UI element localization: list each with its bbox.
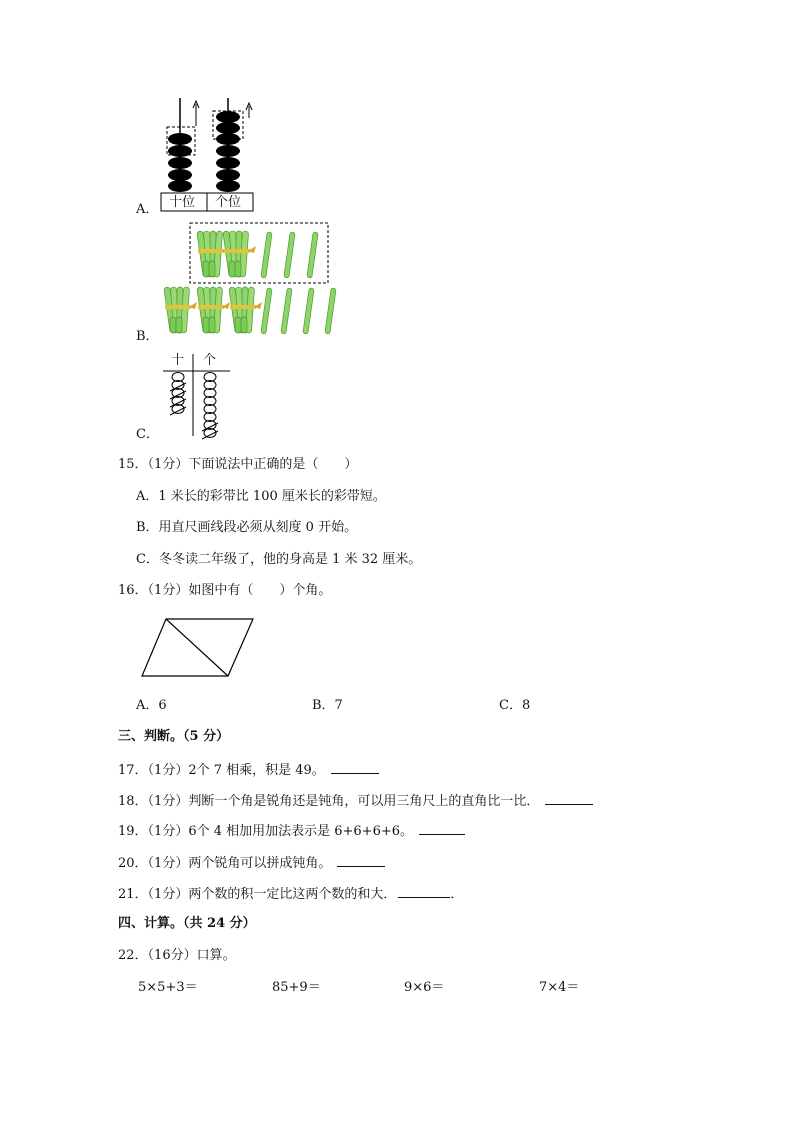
ones-beads — [216, 111, 240, 192]
parallelogram-figure — [140, 616, 260, 680]
q21 — [118, 885, 463, 903]
q18-answer-blank[interactable] — [545, 792, 593, 805]
q18 — [118, 792, 593, 810]
section-3-title: 三、判断。（5 分） — [118, 729, 230, 744]
option-a-label: A． — [136, 202, 159, 217]
q16-option-c: C．8 — [499, 698, 531, 713]
counter-figure — [160, 350, 240, 442]
q15-option-c: C．冬冬读二年级了，他的身高是 1 米 32 厘米。 — [136, 552, 422, 567]
q16-option-b: B．7 — [312, 698, 343, 713]
q15-option-b: B．用直尺画线段必须从刻度 0 开始。 — [136, 520, 358, 535]
counter-tens-head: 十 — [171, 353, 185, 368]
q17-answer-blank[interactable] — [331, 761, 379, 774]
tens-beads — [168, 133, 192, 192]
q20-text: 20．（1分）两个锐角可以拼成钝角。 — [118, 856, 332, 871]
q19 — [118, 822, 465, 840]
q22-item-4: 7×4＝ — [539, 980, 580, 995]
q19-text: 19．（1分）6个 4 相加用加法表示是 6+6+6+6。 — [118, 824, 414, 839]
counter-ones-head: 个 — [203, 353, 217, 368]
q16-stem: 16．（1分）如图中有（ ）个角。 — [118, 583, 332, 598]
q15-option-a: A．1 米长的彩带比 100 厘米长的彩带短。 — [136, 489, 386, 504]
q22-item-1: 5×5+3＝ — [138, 980, 198, 995]
sticks-figure — [160, 220, 340, 340]
q21-answer-blank[interactable] — [398, 885, 450, 898]
q18-text: 18．（1分）判断一个角是锐角还是钝角，可以用三角尺上的直角比一比． — [118, 794, 540, 809]
q15-stem: 15．（1分）下面说法中正确的是（ ） — [118, 457, 358, 472]
q22-item-2: 85+9＝ — [272, 980, 321, 995]
q17 — [118, 761, 379, 779]
q20-answer-blank[interactable] — [337, 854, 385, 867]
q21-text: 21．（1分）两个数的积一定比这两个数的和大． — [118, 887, 397, 902]
q16-option-a: A．6 — [136, 698, 167, 713]
q22-item-3: 9×6＝ — [404, 980, 445, 995]
q21-end: ． — [450, 887, 464, 902]
q19-answer-blank[interactable] — [419, 822, 465, 835]
q22-stem: 22．（16分）口算。 — [118, 948, 236, 963]
q20 — [118, 854, 385, 872]
option-b-label: B． — [136, 329, 159, 344]
option-c-label: C． — [136, 427, 159, 442]
q17-text: 17．（1分）2个 7 相乘，积是 49。 — [118, 763, 325, 778]
section-4-title: 四、计算。（共 24 分） — [118, 916, 256, 931]
abacus-ones-label: 个位 — [215, 195, 242, 210]
abacus-tens-label: 十位 — [169, 195, 196, 210]
